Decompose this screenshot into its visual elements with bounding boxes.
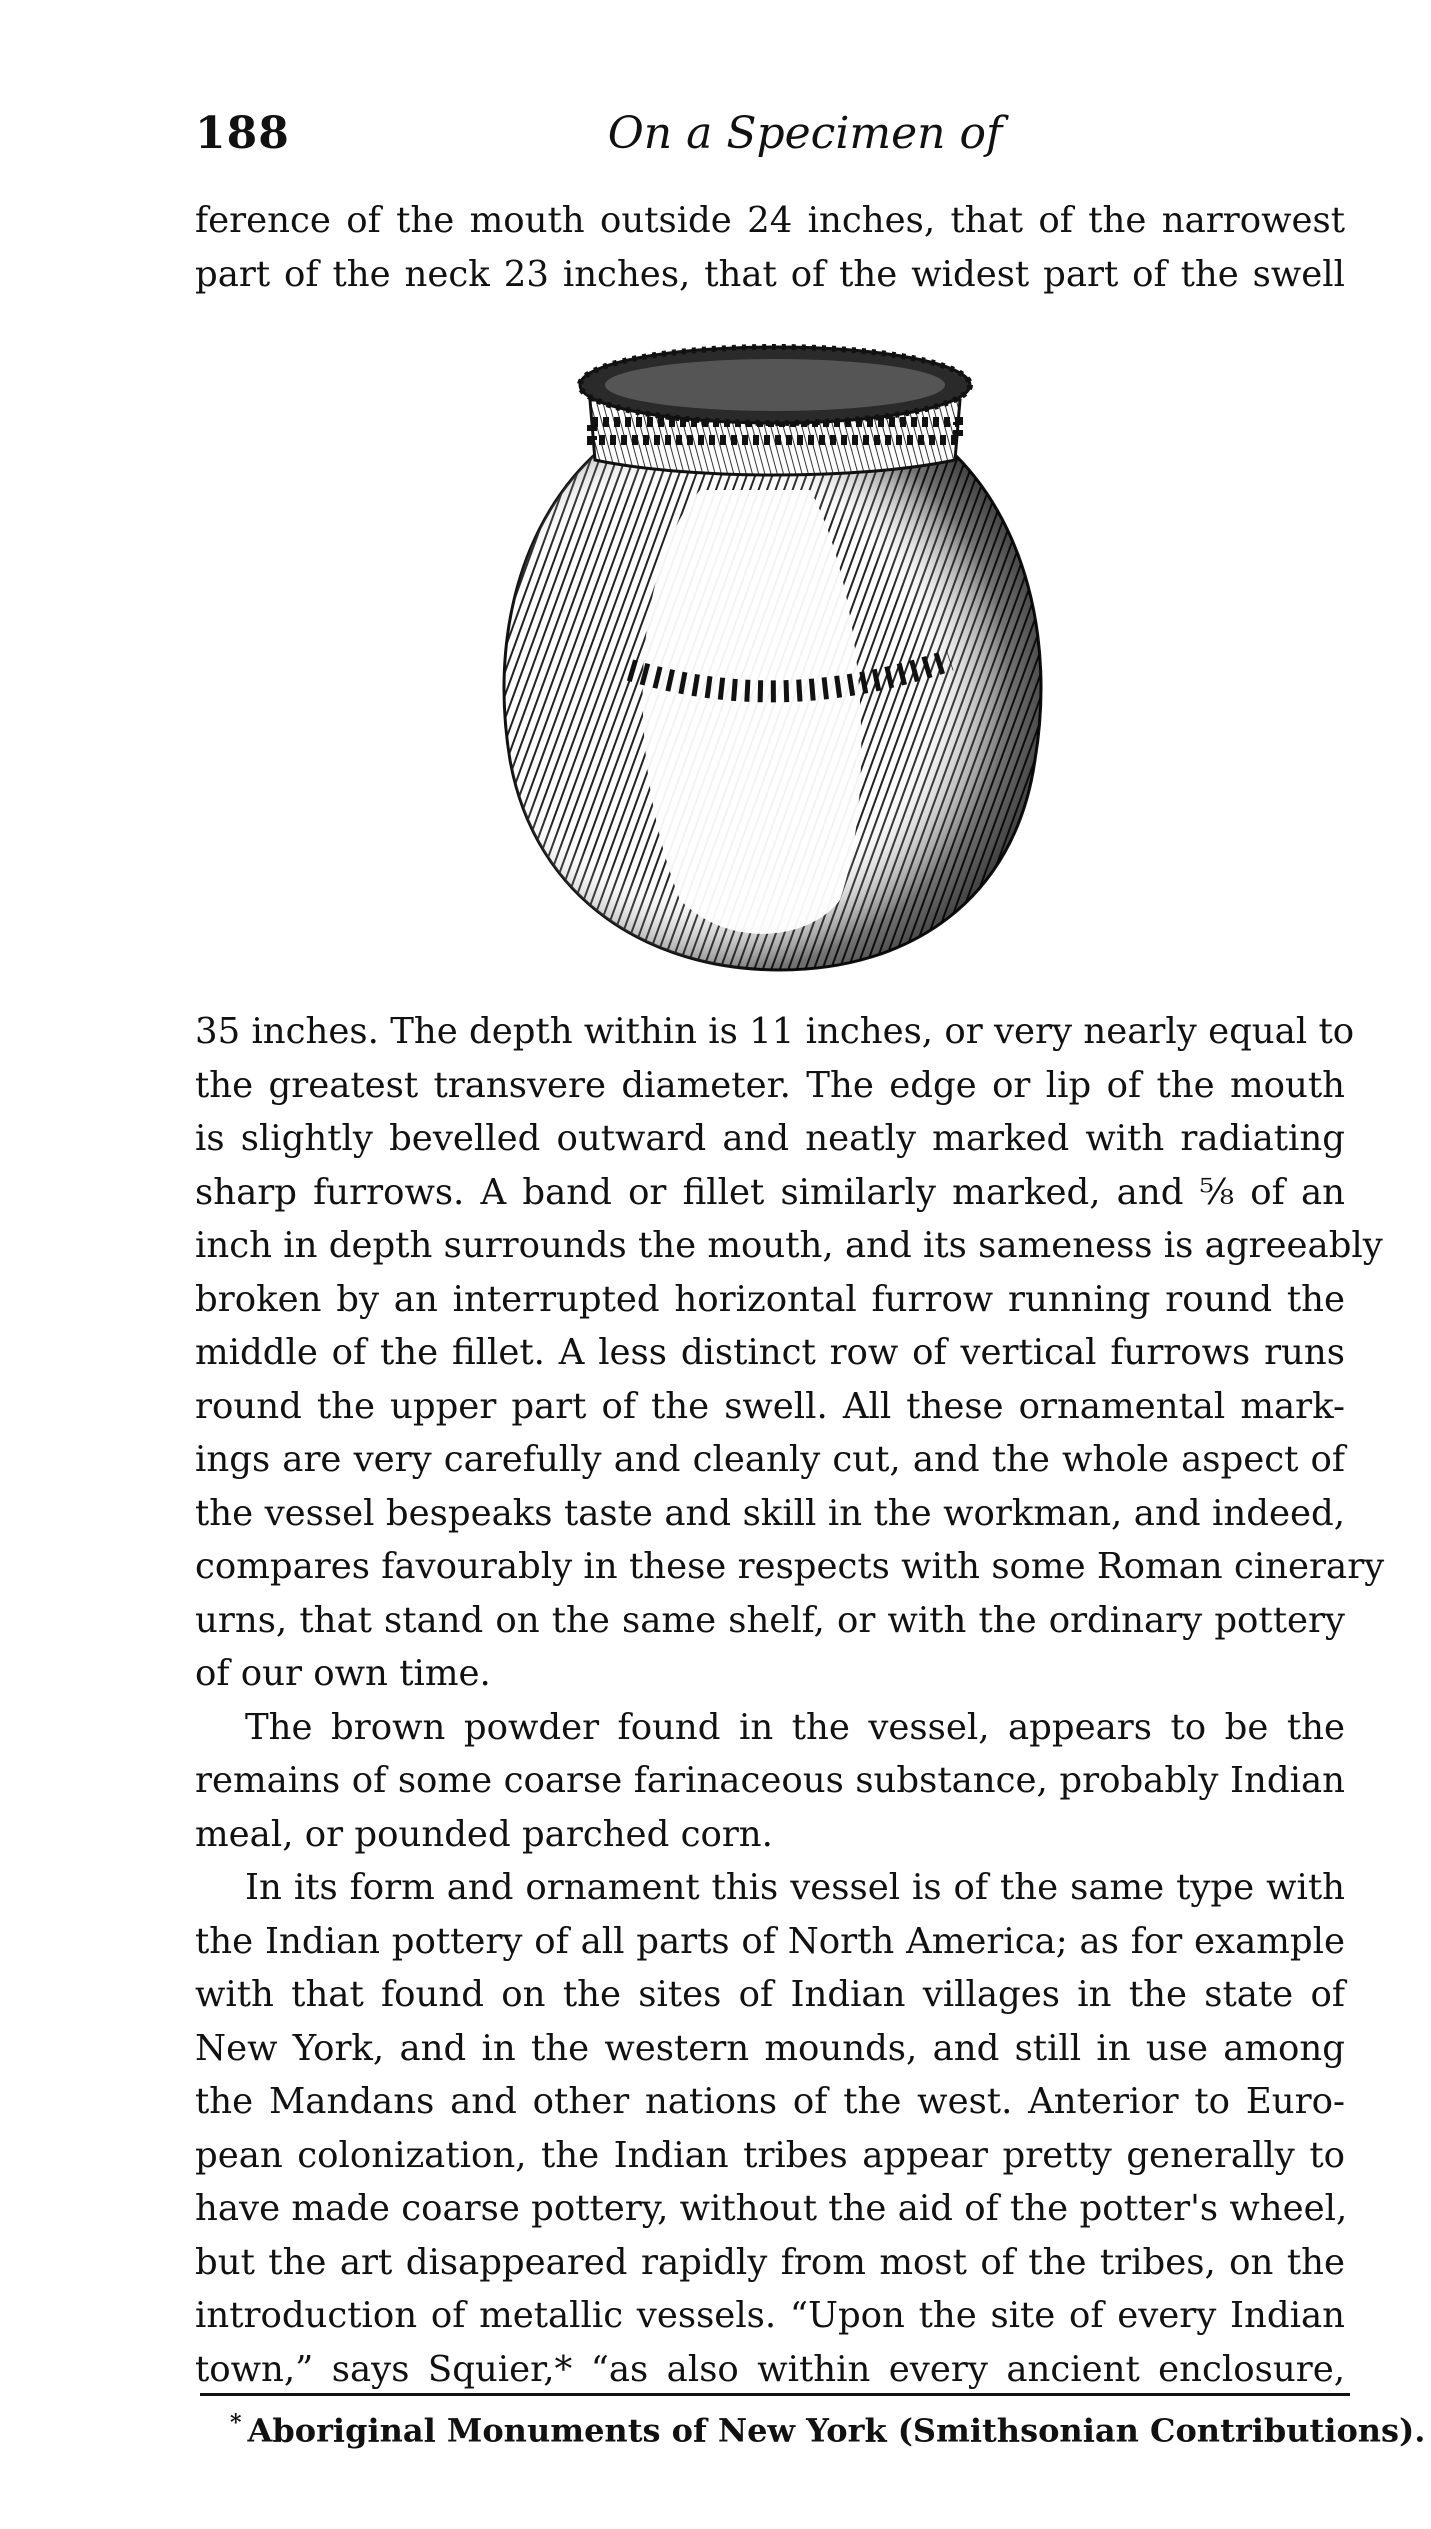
text-line: part of the neck 23 inches, that of the widest part of the swell [195, 253, 1345, 295]
running-title: On a Specimen of [607, 108, 1003, 159]
text-line: the greatest transvere diameter. The edge or lip of the mouth [195, 1064, 1345, 1106]
text-line: the Mandans and other nations of the west. Anterior to Euro- [195, 2081, 1345, 2122]
text-line: have made coarse pottery, without the aid of the potter's wheel, [195, 2188, 1348, 2229]
vessel-highlight [643, 490, 862, 934]
text-line: introduction of metallic vessels. “Upon the site of every Indian [195, 2295, 1345, 2336]
pottery-vessel-illustration [480, 340, 1060, 1000]
footnote [230, 2410, 1426, 2450]
text-line: 35 inches. The depth within is 11 inches, or very nearly equal to [195, 1011, 1355, 1052]
text-line: compares favourably in these respects with some Roman cinerary [195, 1546, 1385, 1587]
page-header [195, 108, 1345, 168]
text-line: ference of the mouth outside 24 inches, that of the narrowest [195, 200, 1345, 241]
text-line: but the art disappeared rapidly from most of the tribes, on the [195, 2241, 1345, 2283]
text-line: sharp furrows. A band or fillet similarly marked, and ⅝ of an [195, 1171, 1345, 1213]
text-line: broken by an interrupted horizontal furrow running round the [195, 1278, 1345, 1320]
footnote-text: Aboriginal Monuments of New York (Smithsonian Contributions). [247, 2411, 1426, 2450]
text-line: urns, that stand on the same shelf, or with the ordinary pottery [195, 1599, 1345, 1641]
footnote-marker: * [230, 2410, 242, 2436]
text-line: inch in depth surrounds the mouth, and its sameness is agreeably [195, 1225, 1383, 1266]
text-line: In its form and ornament this vessel is of the same type with [245, 1867, 1345, 1908]
text-line: ings are very carefully and cleanly cut, and the whole aspect of [195, 1439, 1345, 1480]
text-line: middle of the fillet. A less distinct row of vertical furrows runs [195, 1332, 1345, 1373]
text-line: is slightly bevelled outward and neatly marked with radiating [195, 1118, 1345, 1159]
text-line: meal, or pounded parched corn. [195, 1813, 773, 1855]
page-number: 188 [195, 108, 290, 159]
text-line: town,” says Squier,* “as also within every ancient enclosure, [195, 2348, 1345, 2390]
text-line: with that found on the sites of Indian villages in the state of [195, 1974, 1345, 2015]
text-line: New York, and in the western mounds, and still in use among [195, 2027, 1345, 2069]
text-line: round the upper part of the swell. All these ornamental mark- [195, 1385, 1345, 1427]
footnote-divider [200, 2393, 1350, 2396]
top-text [195, 194, 1345, 301]
text-line: The brown powder found in the vessel, appears to be the [245, 1706, 1345, 1748]
text-line: the vessel bespeaks taste and skill in the workman, and indeed, [195, 1492, 1345, 1534]
text-line: of our own time. [195, 1653, 491, 1694]
text-line: pean colonization, the Indian tribes appear pretty generally to [195, 2134, 1345, 2176]
text-line: the Indian pottery of all parts of North America; as for example [195, 1920, 1345, 1962]
text-line: remains of some coarse farinaceous substance, probably Indian [195, 1760, 1345, 1801]
body-text [195, 1005, 1385, 2396]
